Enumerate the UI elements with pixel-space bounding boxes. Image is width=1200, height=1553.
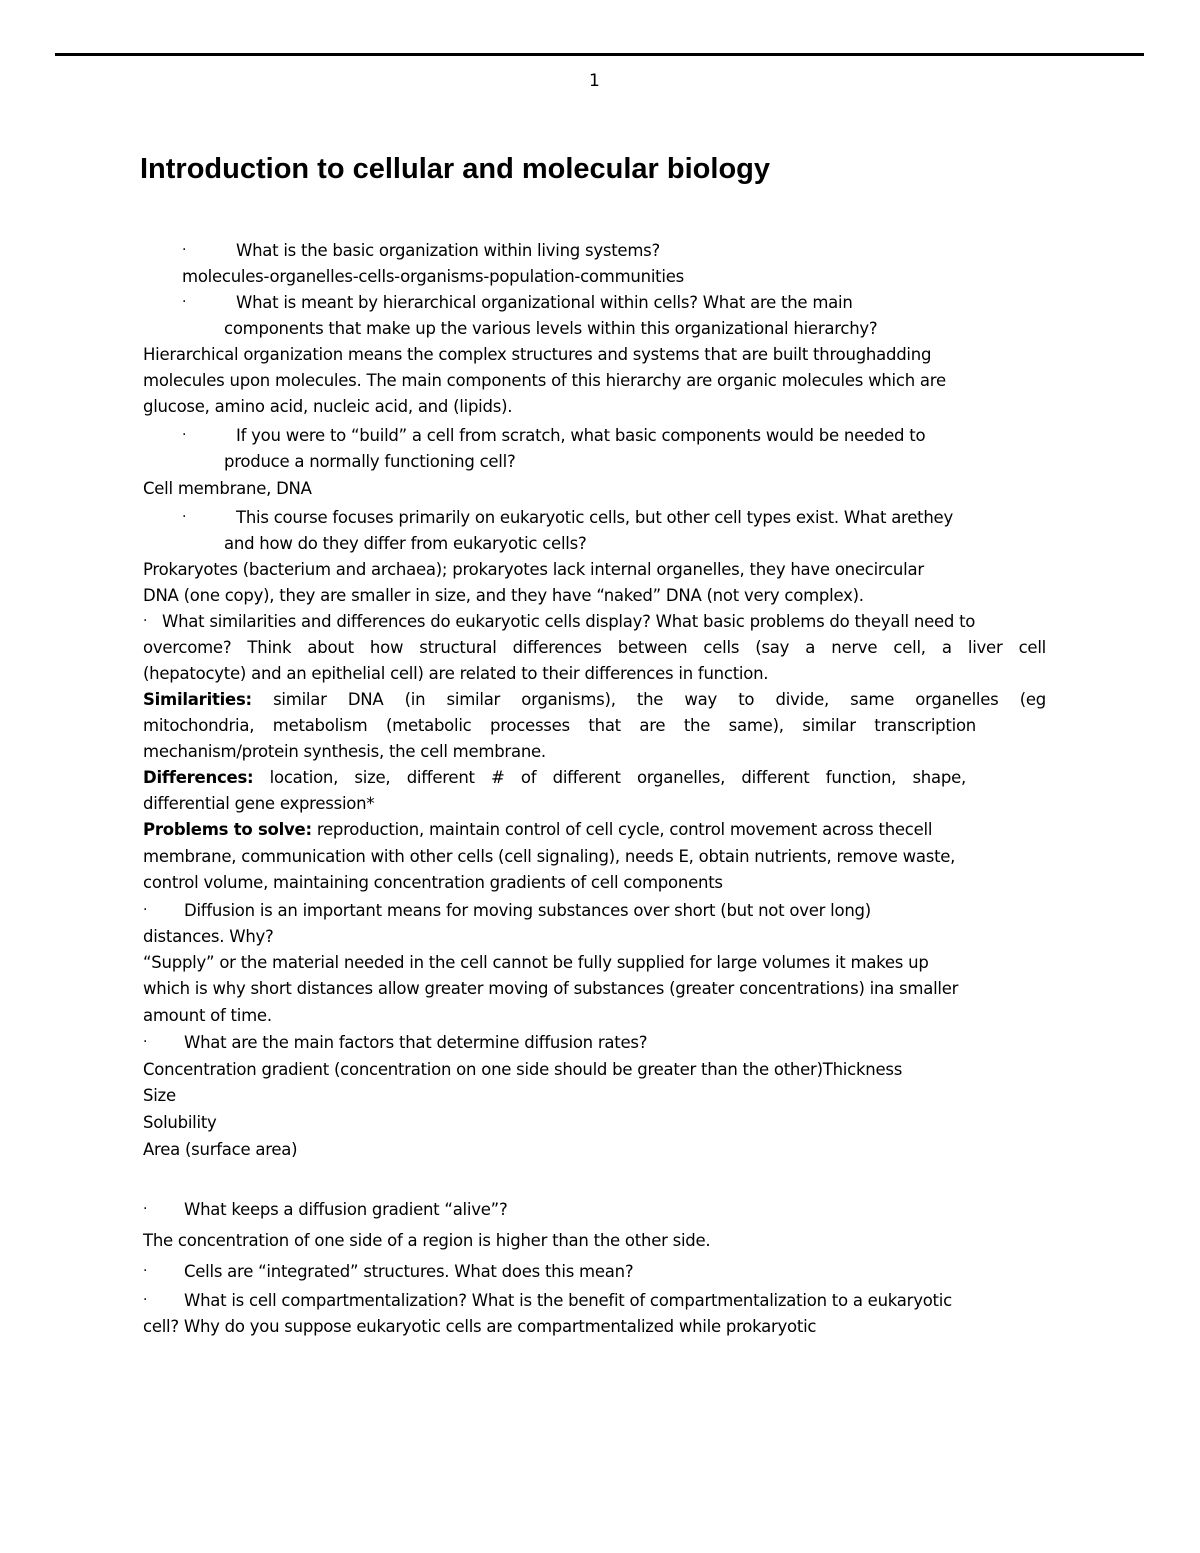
- question-line: What is meant by hierarchical organizational within cells? What are the main: [236, 293, 853, 312]
- differences-line: [143, 766, 966, 790]
- header-rule: [55, 53, 1144, 56]
- problems-line: [143, 818, 932, 842]
- answer-line: membrane, communication with other cells (cell signaling), needs E, obtain nutrients, remove waste,: [143, 847, 956, 866]
- bullet-marker: ·: [182, 294, 187, 310]
- answer-line: glucose, amino acid, nucleic acid, and (lipids).: [143, 397, 513, 416]
- answer-line: Concentration gradient (concentration on one side should be greater than the other)Thickness: [143, 1060, 903, 1079]
- answer-line: “Supply” or the material needed in the cell cannot be fully supplied for large volumes it makes up: [143, 953, 929, 972]
- answer-line: Cell membrane, DNA: [143, 479, 312, 498]
- bullet-marker: ·: [143, 1201, 148, 1217]
- bullet-marker: ·: [143, 1263, 148, 1279]
- question-line: overcome? Think about how structural differences between cells (say a nerve cell, a liver cell: [143, 638, 1046, 657]
- question-line: produce a normally functioning cell?: [224, 452, 516, 471]
- question-line: What is cell compartmentalization? What is the benefit of compartmentalization to a eukaryotic: [184, 1291, 952, 1310]
- bullet-marker: ·: [143, 902, 148, 918]
- answer-line: Hierarchical organization means the complex structures and systems that are built throughadding: [143, 345, 932, 364]
- answer-line: Size: [143, 1086, 176, 1105]
- answer-line: molecules-organelles-cells-organisms-population-communities: [182, 267, 684, 286]
- answer-line: mitochondria, metabolism (metabolic processes that are the same), similar transcription: [143, 716, 976, 735]
- question-line: distances. Why?: [143, 927, 274, 946]
- bullet-marker: ·: [143, 1034, 148, 1050]
- question-line: What similarities and differences do eukaryotic cells display? What basic problems do theyall need to: [162, 612, 976, 631]
- bullet-marker: ·: [182, 427, 187, 443]
- question-line: Cells are “integrated” structures. What does this mean?: [184, 1262, 634, 1281]
- problems-label: Problems to solve:: [143, 820, 312, 839]
- question-line: components that make up the various levels within this organizational hierarchy?: [224, 319, 878, 338]
- answer-line: control volume, maintaining concentration gradients of cell components: [143, 873, 723, 892]
- question-line: What is the basic organization within living systems?: [236, 241, 661, 260]
- bullet-marker: ·: [182, 509, 187, 525]
- answer-line: mechanism/protein synthesis, the cell membrane.: [143, 742, 546, 761]
- page-number: 1: [589, 71, 600, 91]
- answer-line: which is why short distances allow greater moving of substances (greater concentrations) ina smaller: [143, 979, 959, 998]
- differences-label: Differences:: [143, 768, 254, 787]
- question-line: (hepatocyte) and an epithelial cell) are related to their differences in function.: [143, 664, 769, 683]
- question-line: cell? Why do you suppose eukaryotic cells are compartmentalized while prokaryotic: [143, 1317, 817, 1336]
- question-line: What are the main factors that determine diffusion rates?: [184, 1033, 648, 1052]
- answer-line: Solubility: [143, 1113, 217, 1132]
- problems-text: reproduction, maintain control of cell cycle, control movement across thecell: [316, 820, 933, 839]
- question-line: Diffusion is an important means for moving substances over short (but not over long): [184, 901, 871, 920]
- document-title: Introduction to cellular and molecular biology: [140, 153, 770, 185]
- similarities-text: similar DNA (in similar organisms), the way to divide, same organelles (eg: [273, 690, 1046, 709]
- question-line: This course focuses primarily on eukaryotic cells, but other cell types exist. What arethey: [236, 508, 953, 527]
- similarities-line: [143, 688, 1046, 712]
- answer-line: amount of time.: [143, 1006, 272, 1025]
- differences-text: location, size, different # of different organelles, different function, shape,: [269, 768, 966, 787]
- bullet-marker: ·: [143, 613, 148, 629]
- answer-line: DNA (one copy), they are smaller in size, and they have “naked” DNA (not very complex).: [143, 586, 864, 605]
- question-line: What keeps a diffusion gradient “alive”?: [184, 1200, 508, 1219]
- answer-line: The concentration of one side of a region is higher than the other side.: [143, 1231, 711, 1250]
- answer-line: molecules upon molecules. The main components of this hierarchy are organic molecules which are: [143, 371, 946, 390]
- answer-line: Prokaryotes (bacterium and archaea); prokaryotes lack internal organelles, they have onecircular: [143, 560, 924, 579]
- similarities-label: Similarities:: [143, 690, 252, 709]
- bullet-marker: ·: [143, 1292, 148, 1308]
- answer-line: differential gene expression*: [143, 794, 375, 813]
- question-line: and how do they differ from eukaryotic cells?: [224, 534, 587, 553]
- bullet-marker: ·: [182, 242, 187, 258]
- answer-line: Area (surface area): [143, 1140, 298, 1159]
- question-line: If you were to “build” a cell from scratch, what basic components would be needed to: [236, 426, 926, 445]
